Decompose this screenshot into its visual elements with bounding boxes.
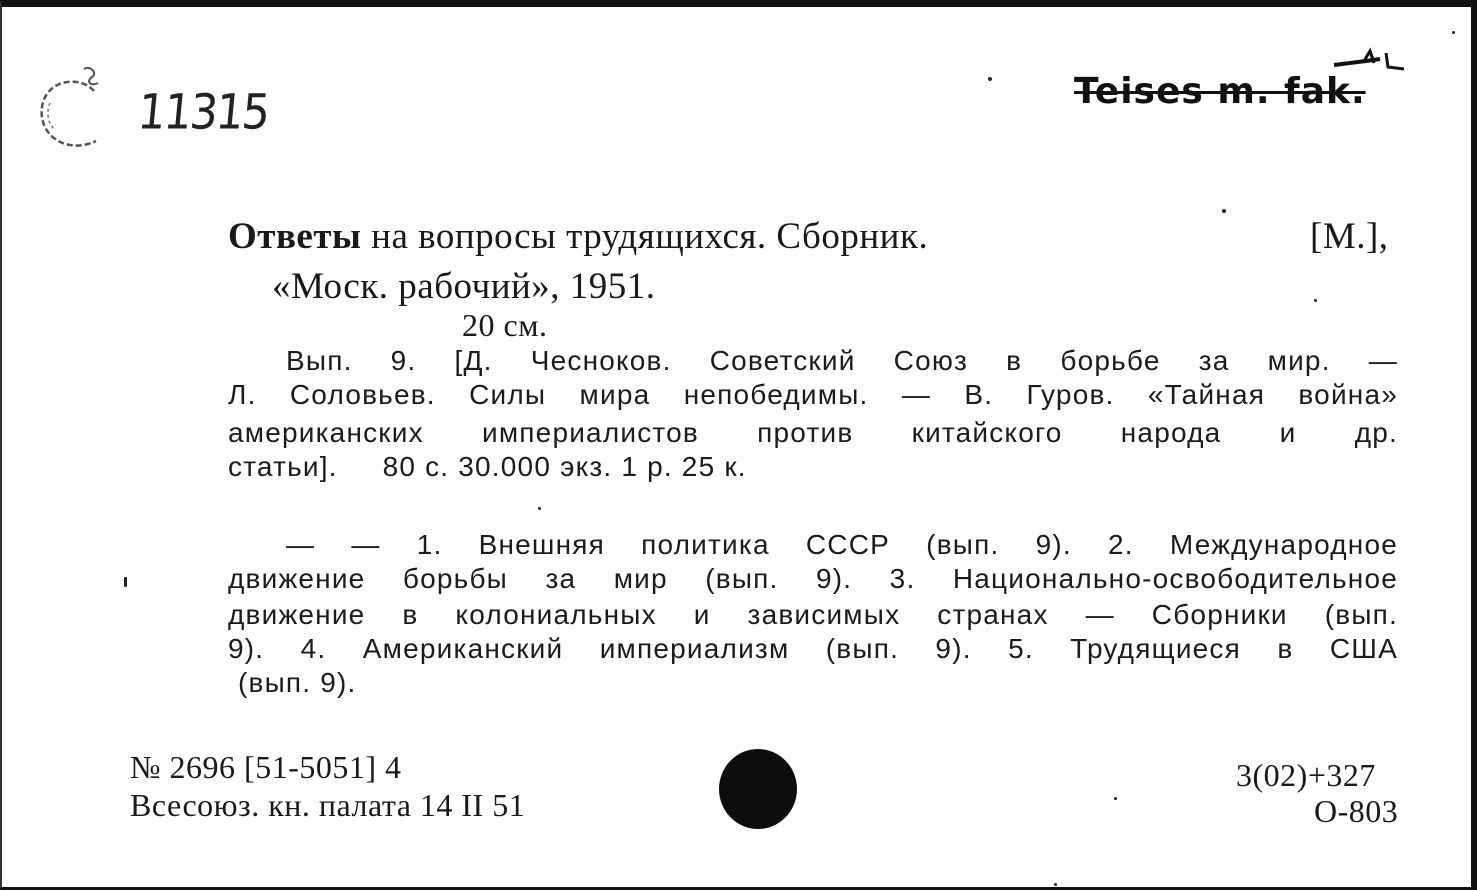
author-mark: О-803 bbox=[1314, 793, 1399, 829]
contents-line: статьи]. 80 с. 30.000 экз. 1 р. 25 к. bbox=[228, 451, 747, 482]
subject-line: (вып. 9). bbox=[238, 667, 357, 698]
ink-speck bbox=[988, 77, 992, 81]
handwritten-inventory-number: 11315 bbox=[135, 84, 271, 141]
publication-place: [М.], bbox=[1310, 216, 1389, 257]
contents-line: Вып. 9. [Д. Чесноков. Советский Союз в борьбе за мир. — bbox=[286, 345, 1398, 376]
ink-speck bbox=[1054, 883, 1057, 886]
ink-speck bbox=[124, 577, 127, 587]
punch-hole bbox=[719, 749, 797, 829]
contents-line: американских империалистов против китайского народа и др. bbox=[228, 417, 1398, 448]
ink-speck bbox=[1314, 299, 1317, 302]
library-stamp-icon bbox=[32, 63, 116, 159]
title-main-word: Ответы bbox=[228, 216, 362, 257]
subject-line: 9). 4. Американский империализм (вып. 9). 5. Трудящиеся в США bbox=[228, 633, 1398, 664]
ink-speck bbox=[1222, 209, 1226, 213]
ink-speck bbox=[538, 507, 541, 510]
title-rest: на вопросы трудящихся. Сборник. bbox=[371, 216, 929, 257]
title-line bbox=[228, 215, 928, 258]
handwritten-note: Teises m. fak. bbox=[1074, 71, 1366, 112]
handwritten-mark-icon bbox=[1328, 47, 1406, 87]
subject-line: движение борьбы за мир (вып. 9). 3. Национально-освободительное bbox=[228, 563, 1398, 594]
ink-speck bbox=[1452, 31, 1455, 34]
subject-line: — — 1. Внешняя политика СССР (вып. 9). 2. Международное bbox=[286, 529, 1398, 560]
size-line: 20 см. bbox=[462, 307, 548, 343]
card-number: № 2696 [51-5051] 4 bbox=[130, 749, 402, 785]
publisher-line: «Моск. рабочий», 1951. bbox=[272, 266, 656, 307]
ink-speck bbox=[1114, 797, 1117, 800]
classification-index: 3(02)+327 bbox=[1236, 757, 1376, 793]
chamber-date: Всесоюз. кн. палата 14 II 51 bbox=[130, 787, 526, 823]
subject-line: движение в колониальных и зависимых странах — Сборники (вып. bbox=[228, 599, 1398, 630]
contents-line: Л. Соловьев. Силы мира непобедимы. — В. Гуров. «Тайная война» bbox=[228, 379, 1398, 410]
